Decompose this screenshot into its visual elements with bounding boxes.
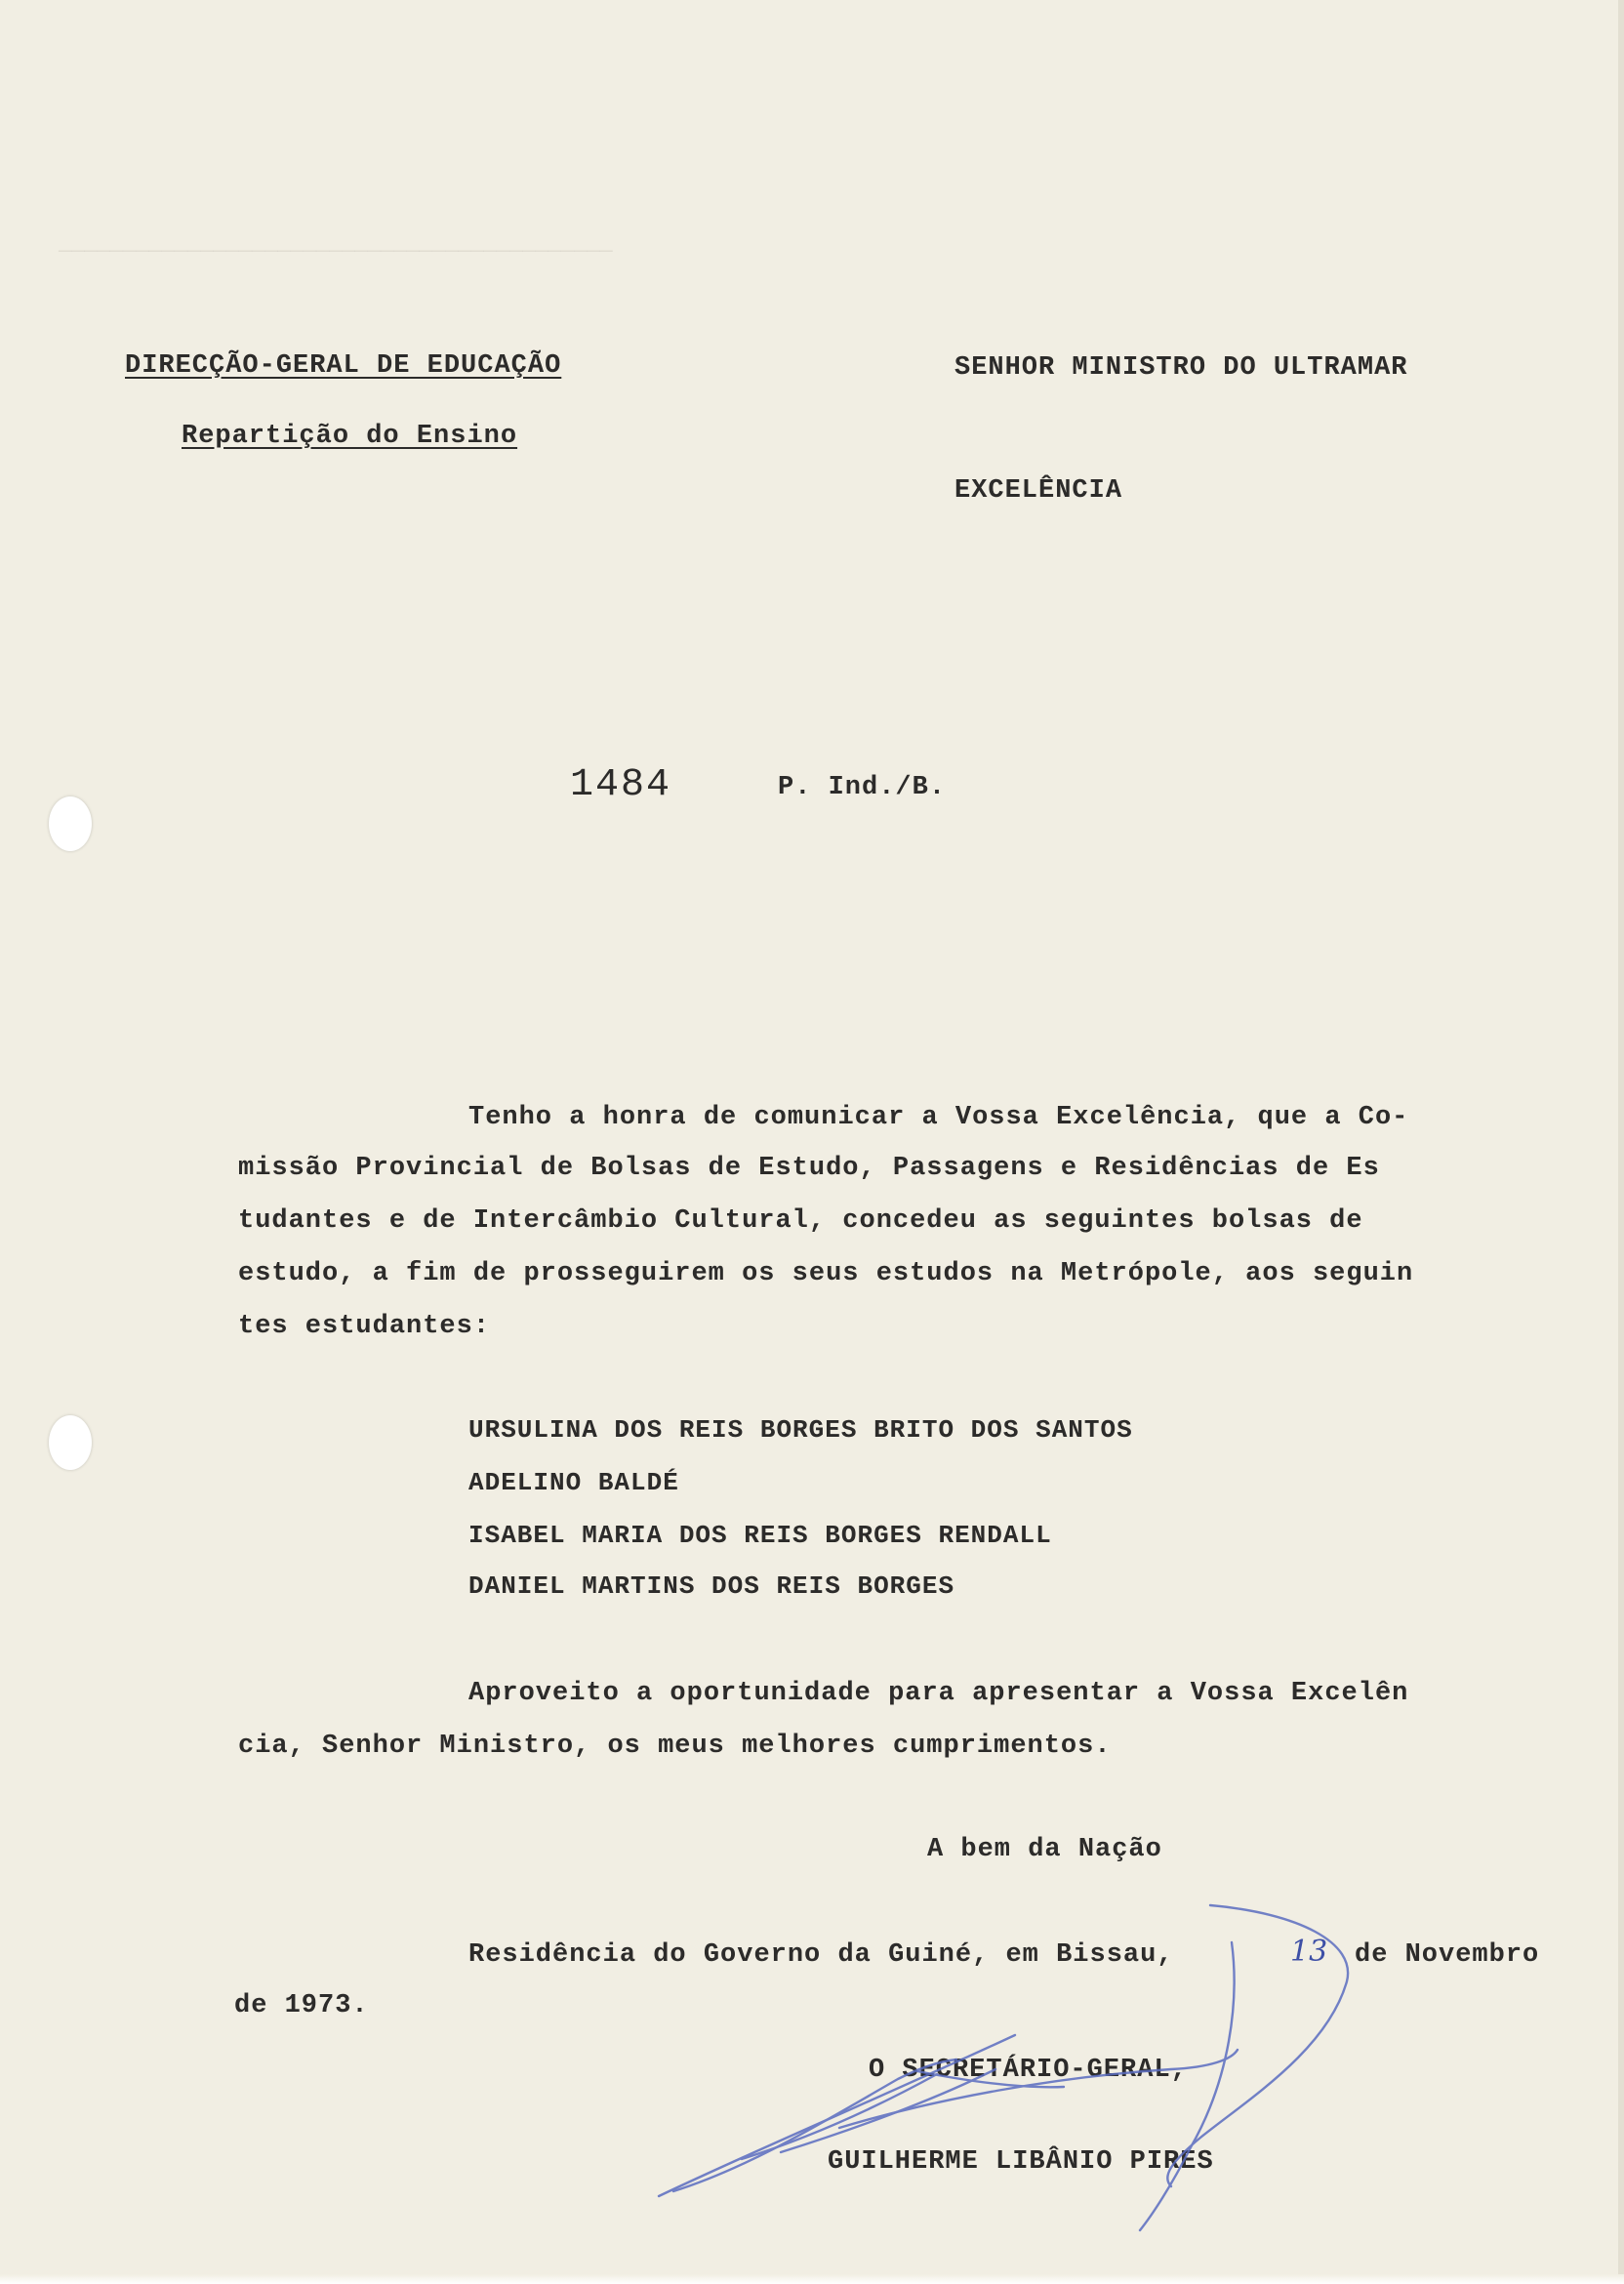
student-name: DANIEL MARTINS DOS REIS BORGES <box>468 1571 955 1601</box>
body-line-7: cia, Senhor Ministro, os meus melhores cumprimentos. <box>238 1732 1112 1761</box>
student-name: ISABEL MARIA DOS REIS BORGES RENDALL <box>468 1521 1052 1550</box>
punch-hole-upper <box>49 796 92 851</box>
place-date: Residência do Governo da Guiné, em Bissau, <box>468 1940 1174 1970</box>
punch-hole-lower <box>49 1415 92 1470</box>
section-heading: Repartição do Ensino <box>182 422 518 451</box>
place-date-year: de 1973. <box>234 1991 369 2020</box>
body-line-3: tudantes e de Intercâmbio Cultural, concedeu as seguintes bolsas de <box>238 1206 1363 1236</box>
body-line-4: estudo, a fim de prosseguirem os seus estudos na Metrópole, aos seguin <box>238 1259 1414 1288</box>
closing-formula: A bem da Nação <box>927 1835 1162 1864</box>
signatory-name: GUILHERME LIBÂNIO PIRES <box>828 2147 1214 2177</box>
page-edge-bottom <box>0 2274 1624 2284</box>
body-line-2: missão Provincial de Bolsas de Estudo, Passagens e Residências de Es <box>238 1154 1380 1183</box>
place-date-month: de Novembro <box>1355 1940 1540 1970</box>
addressee: SENHOR MINISTRO DO ULTRAMAR <box>954 353 1408 383</box>
student-name: ADELINO BALDÉ <box>468 1468 679 1497</box>
body-line-5: tes estudantes: <box>238 1312 491 1341</box>
handwritten-day: 13 <box>1290 1935 1328 1969</box>
department-heading: DIRECÇÃO-GERAL DE EDUCAÇÃO <box>125 351 562 381</box>
body-line-1: Tenho a honra de comunicar a Vossa Excelência, que a Co- <box>468 1103 1409 1132</box>
salutation: EXCELÊNCIA <box>954 476 1123 506</box>
signatory-title: O SECRETÁRIO-GERAL, <box>869 2056 1188 2085</box>
show-through-line: ——————————————————————————————————————————— <box>59 239 613 264</box>
body-line-6: Aproveito a oportunidade para apresentar a Vossa Excelên <box>468 1679 1409 1708</box>
student-name: URSULINA DOS REIS BORGES BRITO DOS SANTOS <box>468 1415 1133 1445</box>
page-edge-right <box>1618 0 1624 2284</box>
reference-number: 1484 <box>570 763 672 807</box>
reference-code: P. Ind./B. <box>778 773 947 802</box>
